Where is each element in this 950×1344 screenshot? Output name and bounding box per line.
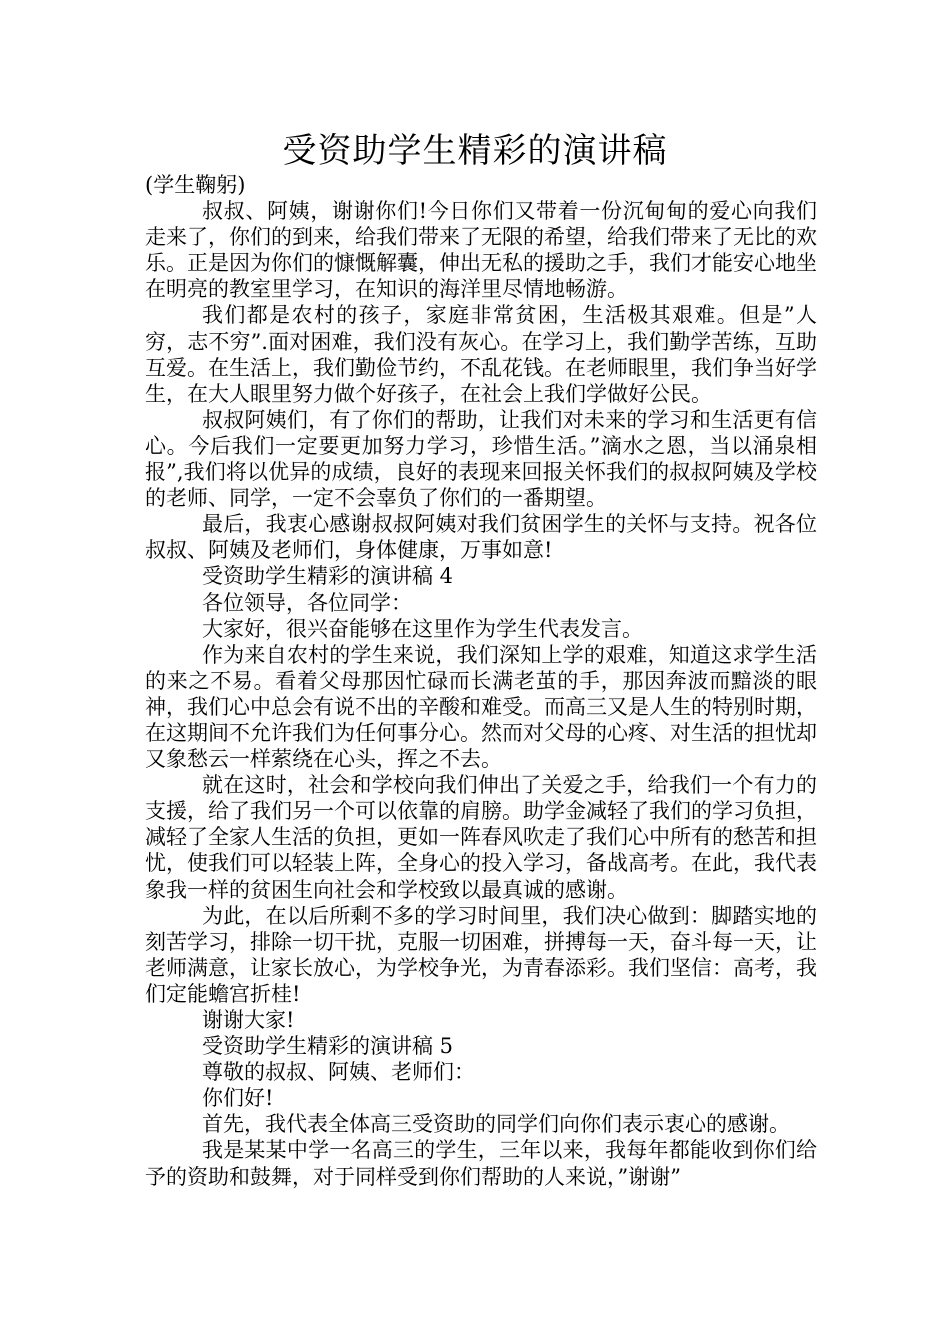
salutation: 各位领导，各位同学：: [202, 590, 412, 615]
paragraph: 叔叔阿姨们，有了你们的帮助，让我们对未来的学习和生活更有信心。今后我们一定要更加努力学习，珍惜生活。”滴水之恩，当以涌泉相报”,我们将以优异的成绩，良好的表现来回报关怀我们的叔叔阿姨及学校的老师、同学，一定不会辜负了你们的一番期望。: [145, 407, 817, 511]
paragraph: 就在这时，社会和学校向我们伸出了关爱之手，给我们一个有力的支援，给了我们另一个可以依靠的肩膀。助学金减轻了我们的学习负担，减轻了全家人生活的负担，更如一阵春风吹走了我们心中所有的愁苦和担忧，使我们可以轻装上阵，全身心的投入学习，备战高考。在此，我代表象我一样的贫困生向社会和学校致以最真诚的感谢。: [145, 773, 817, 902]
paragraph: 首先，我代表全体高三受资助的同学们向你们表示衷心的感谢。: [202, 1112, 790, 1137]
greeting-line: 你们好!: [202, 1086, 274, 1111]
paragraph: 我是某某中学一名高三的学生，三年以来，我每年都能收到你们给予的资助和鼓舞，对于同样受到你们帮助的人来说，”谢谢”: [145, 1138, 817, 1189]
section-heading: 受资助学生精彩的演讲稿 4: [202, 564, 454, 589]
paragraph: 我们都是农村的孩子，家庭非常贫困，生活极其艰难。但是”人穷，志不穷”.面对困难，我们没有灰心。在学习上，我们勤学苦练，互助互爱。在生活上，我们勤俭节约，不乱花钱。在老师眼里，我们争当好学生，在大人眼里努力做个好孩子，在社会上我们学做好公民。: [145, 303, 817, 406]
document-body: [145, 172, 817, 1190]
document-title: 受资助学生精彩的演讲稿: [282, 131, 668, 171]
closing-line: 谢谢大家!: [202, 1008, 295, 1032]
salutation: 尊敬的叔叔、阿姨、老师们：: [202, 1060, 475, 1085]
paragraph: 作为来自农村的学生来说，我们深知上学的艰难，知道这求学生活的来之不易。看着父母那因忙碌而长满老茧的手，那因奔波而黯淡的眼神，我们心中总会有说不出的辛酸和难受。而高三又是人生的特别时期，在这期间不允许我们为任何事分心。然而对父母的心疼、对生活的担忧却又象愁云一样萦绕在心头，挥之不去。: [145, 642, 817, 772]
paragraph: 叔叔、阿姨，谢谢你们!今日你们又带着一份沉甸甸的爱心向我们走来了，你们的到来，给我们带来了无限的希望，给我们带来了无比的欢乐。正是因为你们的慷慨解囊，伸出无私的援助之手，我们才能安心地坐在明亮的教室里学习，在知识的海洋里尽情地畅游。: [145, 199, 817, 302]
paragraph: 大家好，很兴奋能够在这里作为学生代表发言。: [202, 616, 643, 641]
paragraph: (学生鞠躬): [145, 173, 246, 197]
section-heading: 受资助学生精彩的演讲稿 5: [202, 1034, 454, 1059]
paragraph: 最后，我衷心感谢叔叔阿姨对我们贫困学生的关怀与支持。祝各位叔叔、阿姨及老师们，身体健康，万事如意!: [145, 512, 817, 563]
paragraph: 为此，在以后所剩不多的学习时间里，我们决心做到：脚踏实地的刻苦学习，排除一切干扰，克服一切困难，拼搏每一天，奋斗每一天，让老师满意，让家长放心，为学校争光，为青春添彩。我们坚信：高考，我们定能蟾宫折桂!: [145, 903, 817, 1006]
